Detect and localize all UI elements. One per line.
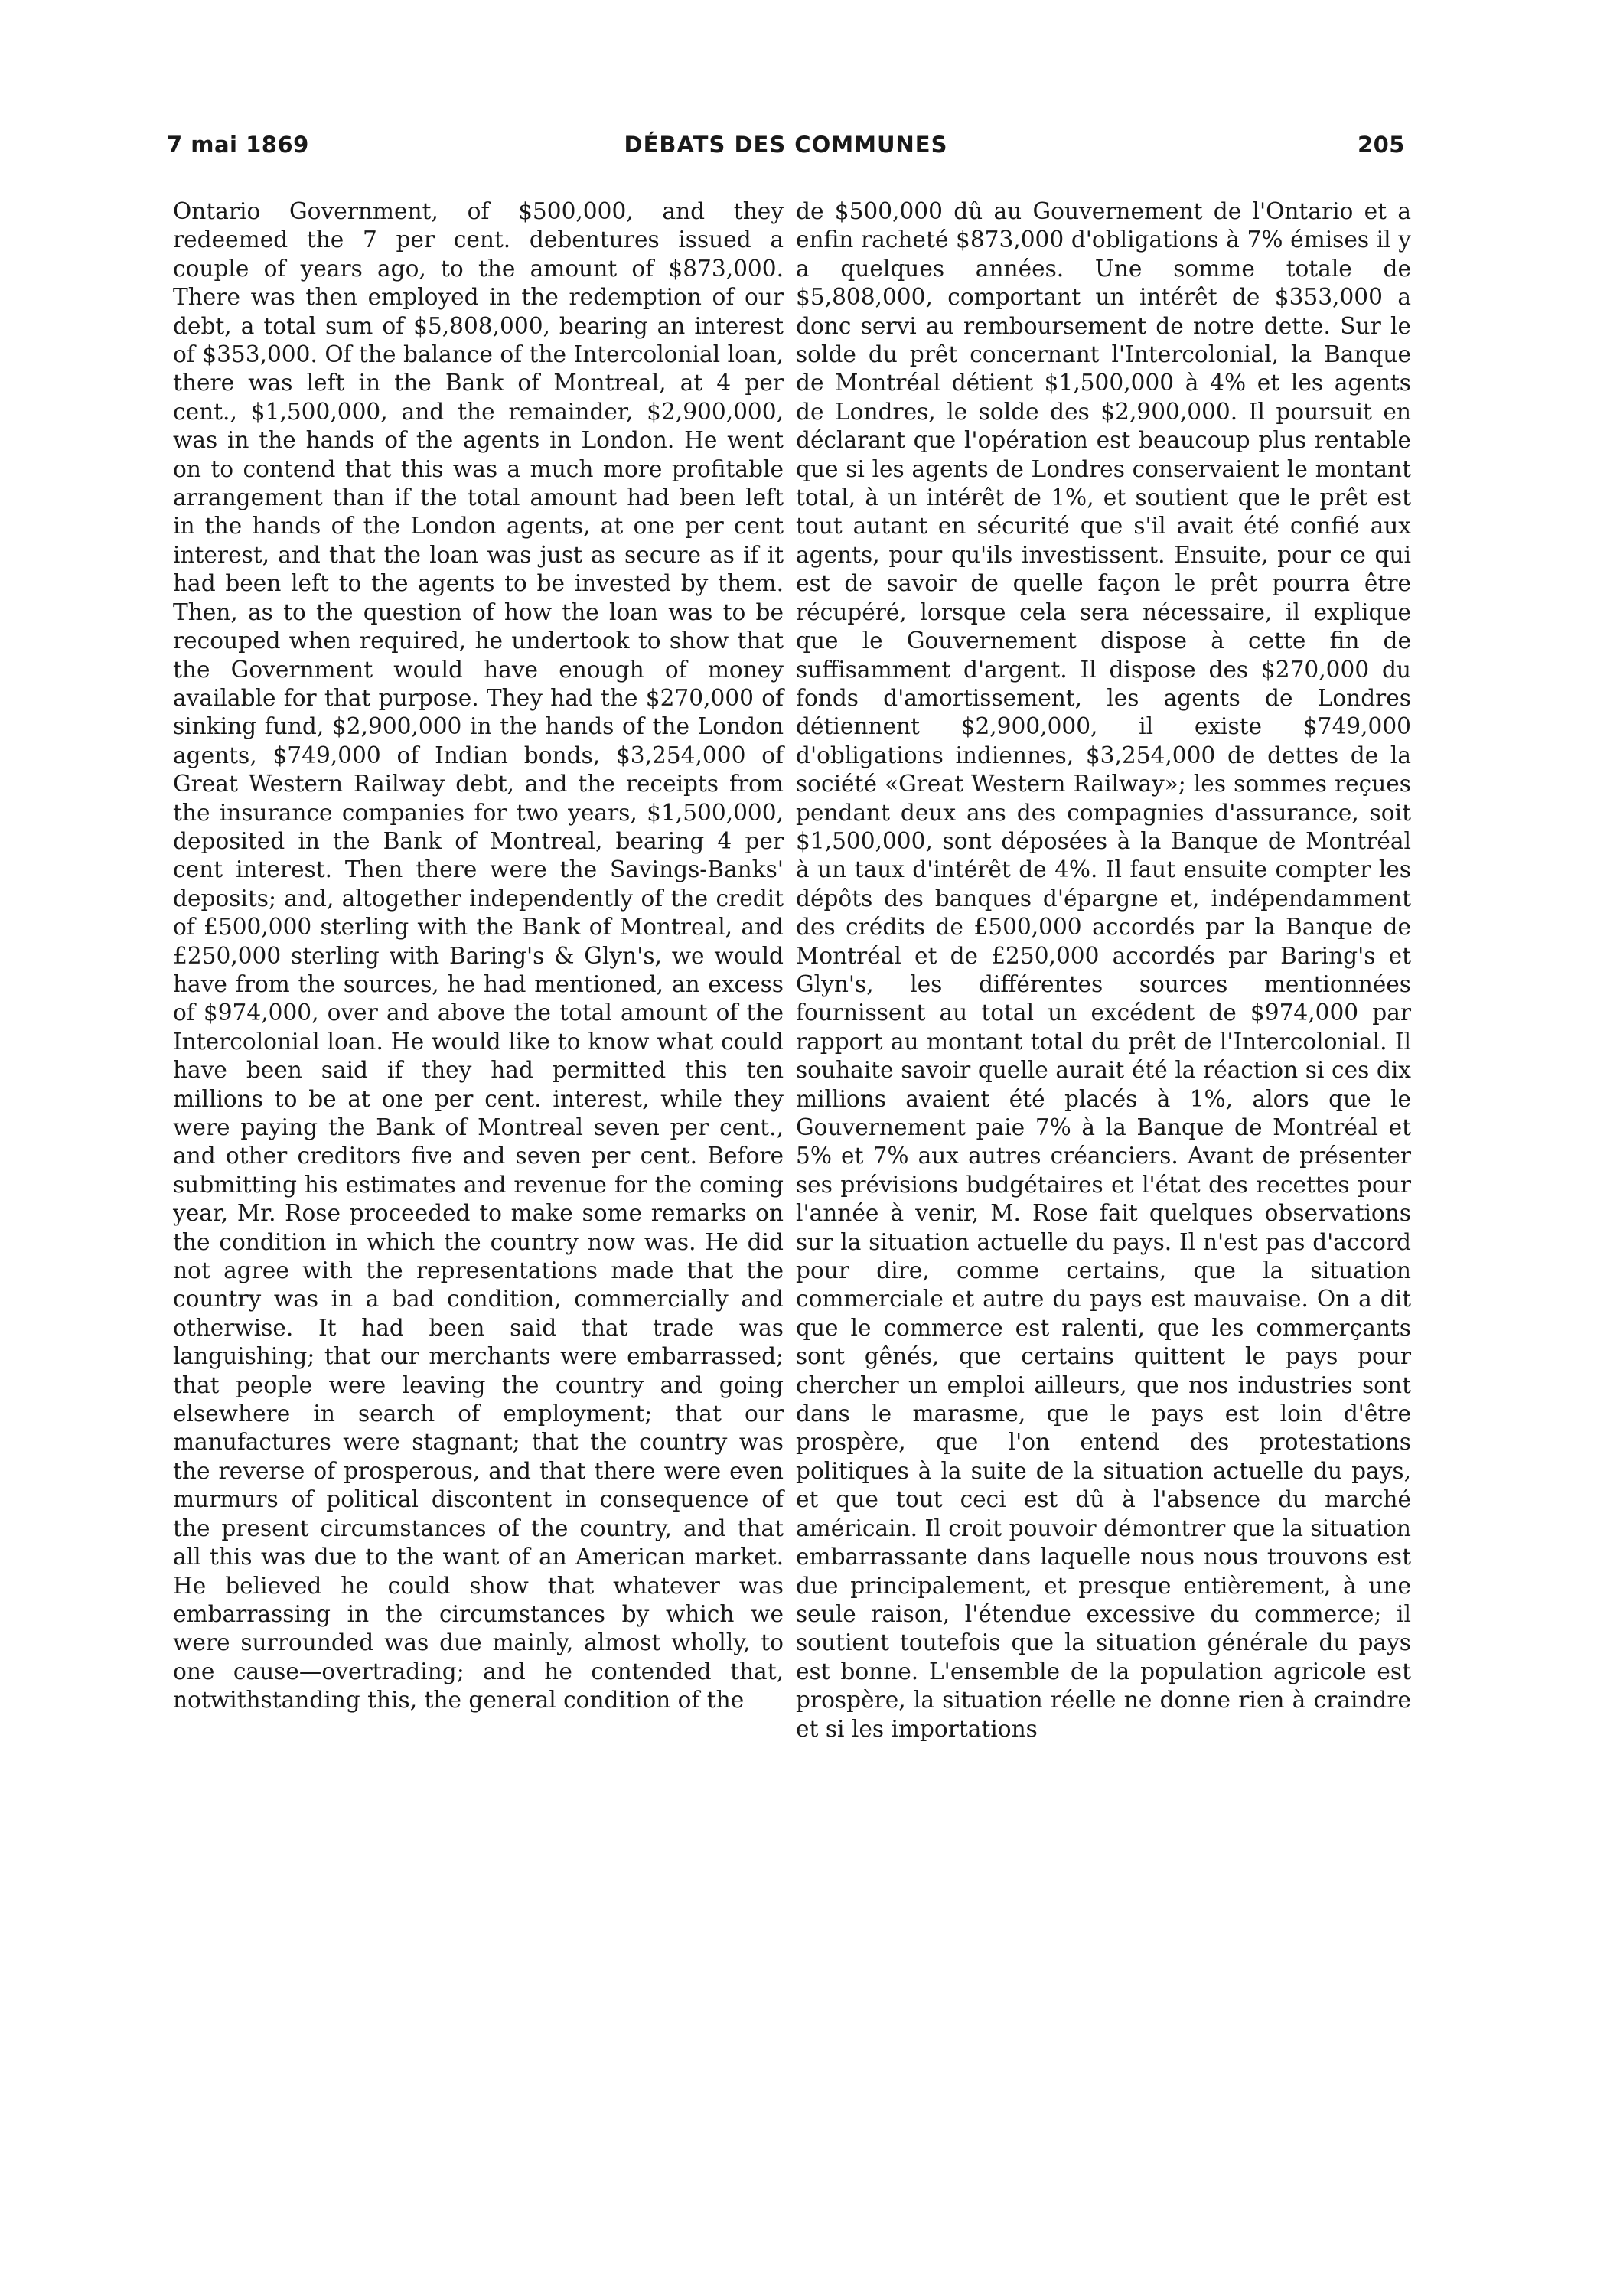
header-date: 7 mai 1869: [167, 132, 309, 158]
page-number: 205: [1357, 132, 1405, 158]
french-column: [796, 197, 1411, 1743]
page-header: [167, 129, 1405, 162]
header-title: DÉBATS DES COMMUNES: [624, 132, 948, 158]
english-column: [173, 197, 784, 1715]
french-paragraph: de $500,000 dû au Gouvernement de l'Ontario et a enfin racheté $873,000 d'obligations à 7% émises il y a quelques années. Une somme totale de $5,808,000, comportant un intérêt de $353,000 a donc servi au remboursement de notre dette. Sur le solde du prêt concernant l'Intercolonial, la Banque de Montréal détient $1,500,000 à 4% et les agents de Londres, le solde des $2,900,000. Il poursuit en déclarant que l'opération est beaucoup plus rentable que si les agents de Londres conservaient le montant total, à un intérêt de 1%, et soutient que le prêt est tout autant en sécurité que s'il avait été confié aux agents, pour qu'ils investissent. Ensuite, pour ce qui est de savoir de quelle façon le prêt pourra être récupéré, lorsque cela sera nécessaire, il explique que le Gouvernement dispose à cette fin de suffisamment d'argent. Il dispose des $270,000 du fonds d'amortissement, les agents de Londres détiennent $2,900,000, il existe $749,000 d'obligations indiennes, $3,254,000 de dettes de la société «Great Western Railway»; les sommes reçues pendant deux ans des compagnies d'assurance, soit $1,500,000, sont déposées à la Banque de Montréal à un taux d'intérêt de 4%. Il faut ensuite compter les dépôts des banques d'épargne et, indépendamment des crédits de £500,000 accordés par la Banque de Montréal et de £250,000 accordés par Baring's et Glyn's, les différentes sources mentionnées fournissent au total un excédent de $974,000 par rapport au montant total du prêt de l'Intercolonial. Il souhaite savoir quelle aurait été la réaction si ces dix millions avaient été placés à 1%, alors que le Gouvernement paie 7% à la Banque de Montréal et 5% et 7% aux autres créanciers. Avant de présenter ses prévisions budgétaires et l'état des recettes pour l'année à venir, M. Rose fait quelques observations sur la situation actuelle du pays. Il n'est pas d'accord pour dire, comme certains, que la situation commerciale et autre du pays est mauvaise. On a dit que le commerce est ralenti, que les commerçants sont gênés, que certains quittent le pays pour chercher un emploi ailleurs, que nos industries sont dans le marasme, que le pays est loin d'être prospère, que l'on entend des protestations politiques à la suite de la situation actuelle du pays, et que tout ceci est dû à l'absence du marché américain. Il croit pouvoir démontrer que la situation embarrassante dans laquelle nous nous trouvons est due principalement, et presque entièrement, à une seule raison, l'étendue excessive du commerce; il soutient toutefois que la situation générale du pays est bonne. L'ensemble de la population agricole est prospère, la situation réelle ne donne rien à craindre et si les importations: [796, 198, 1411, 1742]
english-paragraph: Ontario Government, of $500,000, and they redeemed the 7 per cent. debentures issued a couple of years ago, to the amount of $873,000. There was then employed in the redemption of our debt, a total sum of $5,808,000, bearing an interest of $353,000. Of the balance of the Intercolonial loan, there was left in the Bank of Montreal, at 4 per cent., $1,500,000, and the remainder, $2,900,000, was in the hands of the agents in London. He went on to contend that this was a much more profitable arrangement than if the total amount had been left in the hands of the London agents, at one per cent interest, and that the loan was just as secure as if it had been left to the agents to be invested by them. Then, as to the question of how the loan was to be recouped when required, he undertook to show that the Government would have enough of money available for that purpose. They had the $270,000 of sinking fund, $2,900,000 in the hands of the London agents, $749,000 of Indian bonds, $3,254,000 of Great Western Railway debt, and the receipts from the insurance companies for two years, $1,500,000, deposited in the Bank of Montreal, bearing 4 per cent interest. Then there were the Savings-Banks' deposits; and, altogether independently of the credit of £500,000 sterling with the Bank of Montreal, and £250,000 sterling with Baring's & Glyn's, we would have from the sources, he had mentioned, an excess of $974,000, over and above the total amount of the Intercolonial loan. He would like to know what could have been said if they had permitted this ten millions to be at one per cent. interest, while they were paying the Bank of Montreal seven per cent., and other creditors five and seven per cent. Before submitting his estimates and revenue for the coming year, Mr. Rose proceeded to make some remarks on the condition in which the country now was. He did not agree with the representations made that the country was in a bad condition, commercially and otherwise. It had been said that trade was languishing; that our merchants were embarrassed; that people were leaving the country and going elsewhere in search of employment; that our manufactures were stagnant; that the country was the reverse of prosperous, and that there were even murmurs of political discontent in consequence of the present circumstances of the country, and that all this was due to the want of an American market. He believed he could show that whatever was embarrassing in the circumstances by which we were surrounded was due mainly, almost wholly, to one cause—overtrading; and he contended that, notwithstanding this, the general condition of the: [173, 198, 784, 1714]
